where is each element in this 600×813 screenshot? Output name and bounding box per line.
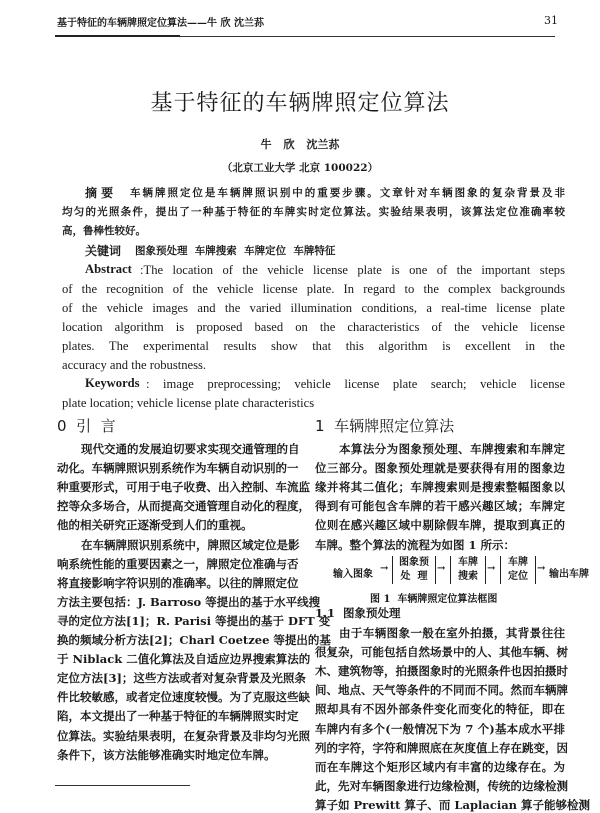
text-line: 本算法分为图象预处理、车牌搜索和车牌定 <box>339 442 565 456</box>
text-line: 由于车辆图象一般在室外拍摄，其背景往往 <box>339 626 565 640</box>
arrow-icon: → <box>437 563 446 574</box>
keywords-en-line: : image preprocessing; vehicle license plate search; vehicle license <box>146 377 565 391</box>
affiliation: （北京工业大学 北京 100022） <box>221 162 379 174</box>
text-line: 很复杂，可能包括自然场景中的人、其他车辆、树 <box>315 645 568 660</box>
authors: 牛 欣 沈兰荪 <box>260 138 340 151</box>
text-line: 车牌。整个算法的流程为如图 1 所示： <box>315 537 516 552</box>
text-line: 木、建筑物等，拍摄图象时的光照条件也因拍摄时 <box>315 664 568 679</box>
text-line: 位三部分。图象预处理就是要获得有用的图象边 <box>315 461 565 476</box>
text-line: 在车辆牌照识别系统中，牌照区域定位是影 <box>81 537 300 552</box>
abstract-en-line: of the vehicle images and the varied illumination conditions, a real-time license plate <box>62 301 565 315</box>
text-line: 列的字符，字符和牌照底在灰度值上存在跳变，因 <box>315 740 568 755</box>
text-line: 间、地点、天气等条件的不同而不同。然而车辆牌 <box>315 683 568 698</box>
text-line: 位则在感兴趣区域中剔除假车牌，提取到真正的 <box>315 518 565 533</box>
flow-step-text: 图象预 <box>399 557 429 568</box>
text-line: 照却具有不因外部条件变化而变化的特征，即在 <box>315 702 565 717</box>
keywords-en-label: Keywords <box>85 376 140 390</box>
text-line: 位算法。实验结果表明，在复杂背景及非均匀光照 <box>57 728 310 743</box>
abstract-cn-line: 高，鲁棒性较好。 <box>62 225 146 237</box>
keywords-cn-label: 关键词 <box>85 244 122 258</box>
arrow-icon: → <box>487 563 496 574</box>
text-line: 响系统性能的重要因素之一，牌照定位准确与否 <box>57 556 299 571</box>
abstract-en-line: :The location of the vehicle license plate is one of the important steps <box>140 263 565 277</box>
text-line: 算子如 Prewitt 算子、而 Laplacian 算子能够检测 <box>315 797 591 812</box>
text-line: 他的相关研究正逐渐受到人们的重视。 <box>57 518 253 533</box>
section-1-1-heading: 1.1 图象预处理 <box>315 606 401 620</box>
text-line: 定位方法[3]；这些方法或者对复杂背景及光照条 <box>57 671 306 686</box>
text-line: 现代交通的发展迫切要求实现交通管理的自 <box>81 442 300 456</box>
footnote-rule <box>55 785 190 786</box>
abstract-en-line: plates. The experimental results show that this algorithm is excellent in the <box>62 339 565 353</box>
text-line: 种重要形式，可用于电子收费、出入控制、车流监 <box>57 480 310 495</box>
arrow-icon: → <box>380 563 389 574</box>
flow-step-locate <box>500 556 536 584</box>
text-line: 控等众多场合，从而提高交通管理自动化的程度， <box>57 499 310 514</box>
flow-step-text: 定位 <box>508 571 528 582</box>
section-1-heading: 1 车辆牌照定位算法 <box>315 417 455 435</box>
paper-title: 基于特征的车辆牌照定位算法 <box>150 91 450 116</box>
figure-1-caption: 图 1 车辆牌照定位算法框图 <box>370 594 498 605</box>
text-line: 将直接影响字符识别的准确率。以往的牌照定位 <box>57 575 299 590</box>
text-line: 此，先对车辆图象进行边缘检测，传统的边缘检测 <box>315 778 568 793</box>
abstract-en-line: accuracy and the robustness. <box>62 358 207 372</box>
running-header: 基于特征的车辆牌照定位算法——牛 欣 沈兰荪 <box>57 18 264 29</box>
arrow-icon: → <box>537 563 546 574</box>
abstract-en-label: Abstract <box>85 262 132 276</box>
flow-step-text: 车牌 <box>458 557 478 568</box>
text-line: 方法主要包括：J. Barroso 等提出的基于水平线搜 <box>57 594 321 609</box>
text-line: 动化。车辆牌照识别系统作为车辆自动识别的一 <box>57 461 299 476</box>
text-line: 换的频域分析方法[2]；Charl Coetzee 等提出的基 <box>57 633 331 647</box>
header-rule-thick <box>55 35 180 37</box>
flow-output: 输出车牌 <box>549 569 589 580</box>
text-line: 寻的定位方法[1]；R. Parisi 等提出的基于 DFT 变 <box>57 613 331 628</box>
text-line: 车牌内有多个(一般情况下为 7 个)基本成水平排 <box>315 721 565 736</box>
abstract-cn-label: 摘 要 <box>85 186 114 200</box>
flow-step-search <box>450 556 486 584</box>
flow-step-text: 处 理 <box>400 571 428 582</box>
section-0-heading: 0 引 言 <box>57 417 116 435</box>
abstract-en-line: of the recognition of the vehicle license plate. In regard to the complex backgrounds <box>62 282 565 296</box>
text-line: 于 Niblack 二值化算法及自适应边界搜索算法的 <box>57 652 311 667</box>
abstract-en-line: location algorithm is proposed based on the characteristics of the vehicle license <box>62 320 565 334</box>
text-line: 件比较敏感，或者定位速度较慢。为了克服这些缺 <box>57 690 310 705</box>
text-line: 而在车牌这个矩形区域内有丰富的边缘存在。为 <box>315 759 565 774</box>
text-line: 得到有可能包含车牌的若干感兴趣区域；车牌定 <box>315 499 565 514</box>
flow-step-preprocess <box>392 556 436 584</box>
text-line: 陷，本文提出了一种基于特征的车辆牌照实时定 <box>57 709 299 724</box>
page-number: 31 <box>544 14 558 27</box>
keywords-cn-terms: 图象预处理 车牌搜索 车牌定位 车牌特征 <box>135 245 336 257</box>
text-line: 缘并将其二值化；车牌搜索则是搜索整幅图象以 <box>315 480 565 495</box>
flow-input: 输入图象 <box>333 569 373 580</box>
flow-step-text: 车牌 <box>508 557 528 568</box>
keywords-en-line: plate location; vehicle license plate characteristics <box>62 396 315 410</box>
abstract-cn-line: 车辆牌照定位是车辆牌照识别中的重要步骤。文章针对车辆图象的复杂背景及非 <box>130 187 565 199</box>
text-line: 条件下，该方法能够准确实时地定位车牌。 <box>57 747 276 762</box>
flow-step-text: 搜索 <box>458 571 478 582</box>
abstract-cn-line: 均匀的光照条件，提出了一种基于特征的车牌实时定位算法。实验结果表明，该算法定位准确率较 <box>62 206 565 218</box>
